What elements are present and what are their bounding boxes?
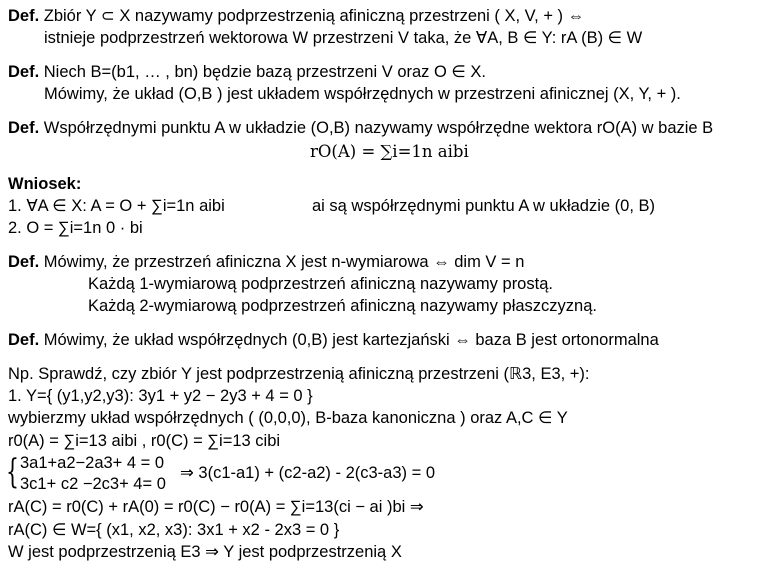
wniosek-item2: 2. O = ∑i=1n 0 · bi	[8, 219, 143, 237]
def3-line1: Def. Współrzędnymi punktu A w układzie (O,B) nazywamy współrzędne wektora rO(A) w bazie B	[8, 119, 714, 137]
wniosek-item1: 1. ∀A ∈ X: A = O + ∑i=1n aibi	[8, 197, 225, 215]
def2-line2: Mówimy, że układ (O,B ) jest układem współrzędnych w przestrzeni afinicznej (X, Y, + ).	[44, 85, 681, 103]
system-eq2: 3c1+ c2 −2c3+ 4= 0	[20, 475, 166, 493]
def1-line2: istnieje podprzestrzeń wektorowa W przestrzeni V taka, że ∀A, B ∈ Y: rA (B) ∈ W	[44, 29, 643, 47]
def-label: Def.	[8, 7, 40, 25]
example-coords: r0(A) = ∑i=13 aibi , r0(C) = ∑i=13 cibi	[8, 432, 281, 450]
wniosek-item1-note: ai są współrzędnymi punktu A w układzie (0, B)	[312, 197, 655, 215]
wniosek-title: Wniosek:	[8, 175, 82, 193]
def-label: Def.	[8, 253, 40, 271]
example-title: Np. Sprawdź, czy zbiór Y jest podprzestrzenią afiniczną przestrzeni (ℝ3, E3, +):	[8, 365, 590, 383]
def-label: Def.	[8, 63, 40, 81]
def-label: Def.	[8, 331, 40, 349]
example-vector: rA(C) = r0(C) + rA(0) = r0(C) − r0(A) = ∑i=13(ci − ai )bi ⇒	[8, 498, 424, 516]
system-result: ⇒ 3(c1-a1) + (c2-a2) - 2(c3-a3) = 0	[180, 464, 436, 482]
def2-line1: Def. Niech B=(b1, … , bn) będzie bazą przestrzeni V oraz O ∈ X.	[8, 63, 486, 81]
def4-line3: Każdą 2-wymiarową podprzestrzeń afiniczną nazywamy płaszczyzną.	[88, 297, 597, 315]
example-choice: wybierzmy układ współrzędnych ( (0,0,0), B-baza kanoniczna ) oraz A,C ∈ Y	[8, 409, 568, 427]
def1-line1: Def. Zbiór Y ⊂ X nazywamy podprzestrzenią afiniczną przestrzeni ( X, V, + ) ⇔	[8, 7, 585, 25]
system-eq1: 3a1+a2−2a3+ 4 = 0	[20, 454, 165, 472]
def3-formula: rO(A) = ∑i=1n aibi	[310, 142, 469, 161]
def4-line2: Każdą 1-wymiarową podprzestrzeń afiniczną nazywamy prostą.	[88, 275, 553, 293]
def4-line1: Def. Mówimy, że przestrzeń afiniczna X jest n-wymiarowa ⇔ dim V = n	[8, 253, 525, 271]
system-brace: {	[6, 452, 19, 492]
example-membership: rA(C) ∈ W={ (x1, x2, x3): 3x1 + x2 - 2x3 = 0 }	[8, 521, 340, 539]
example-set: 1. Y={ (y1,y2,y3): 3y1 + y2 − 2y3 + 4 = 0 }	[8, 387, 313, 405]
def5-line1: Def. Mówimy, że układ współrzędnych (0,B) jest kartezjański ⇔ baza B jest ortonormalna	[8, 331, 659, 349]
example-conclusion: W jest podprzestrzenią E3 ⇒ Y jest podprzestrzenią X	[8, 543, 402, 561]
def-label: Def.	[8, 119, 40, 137]
